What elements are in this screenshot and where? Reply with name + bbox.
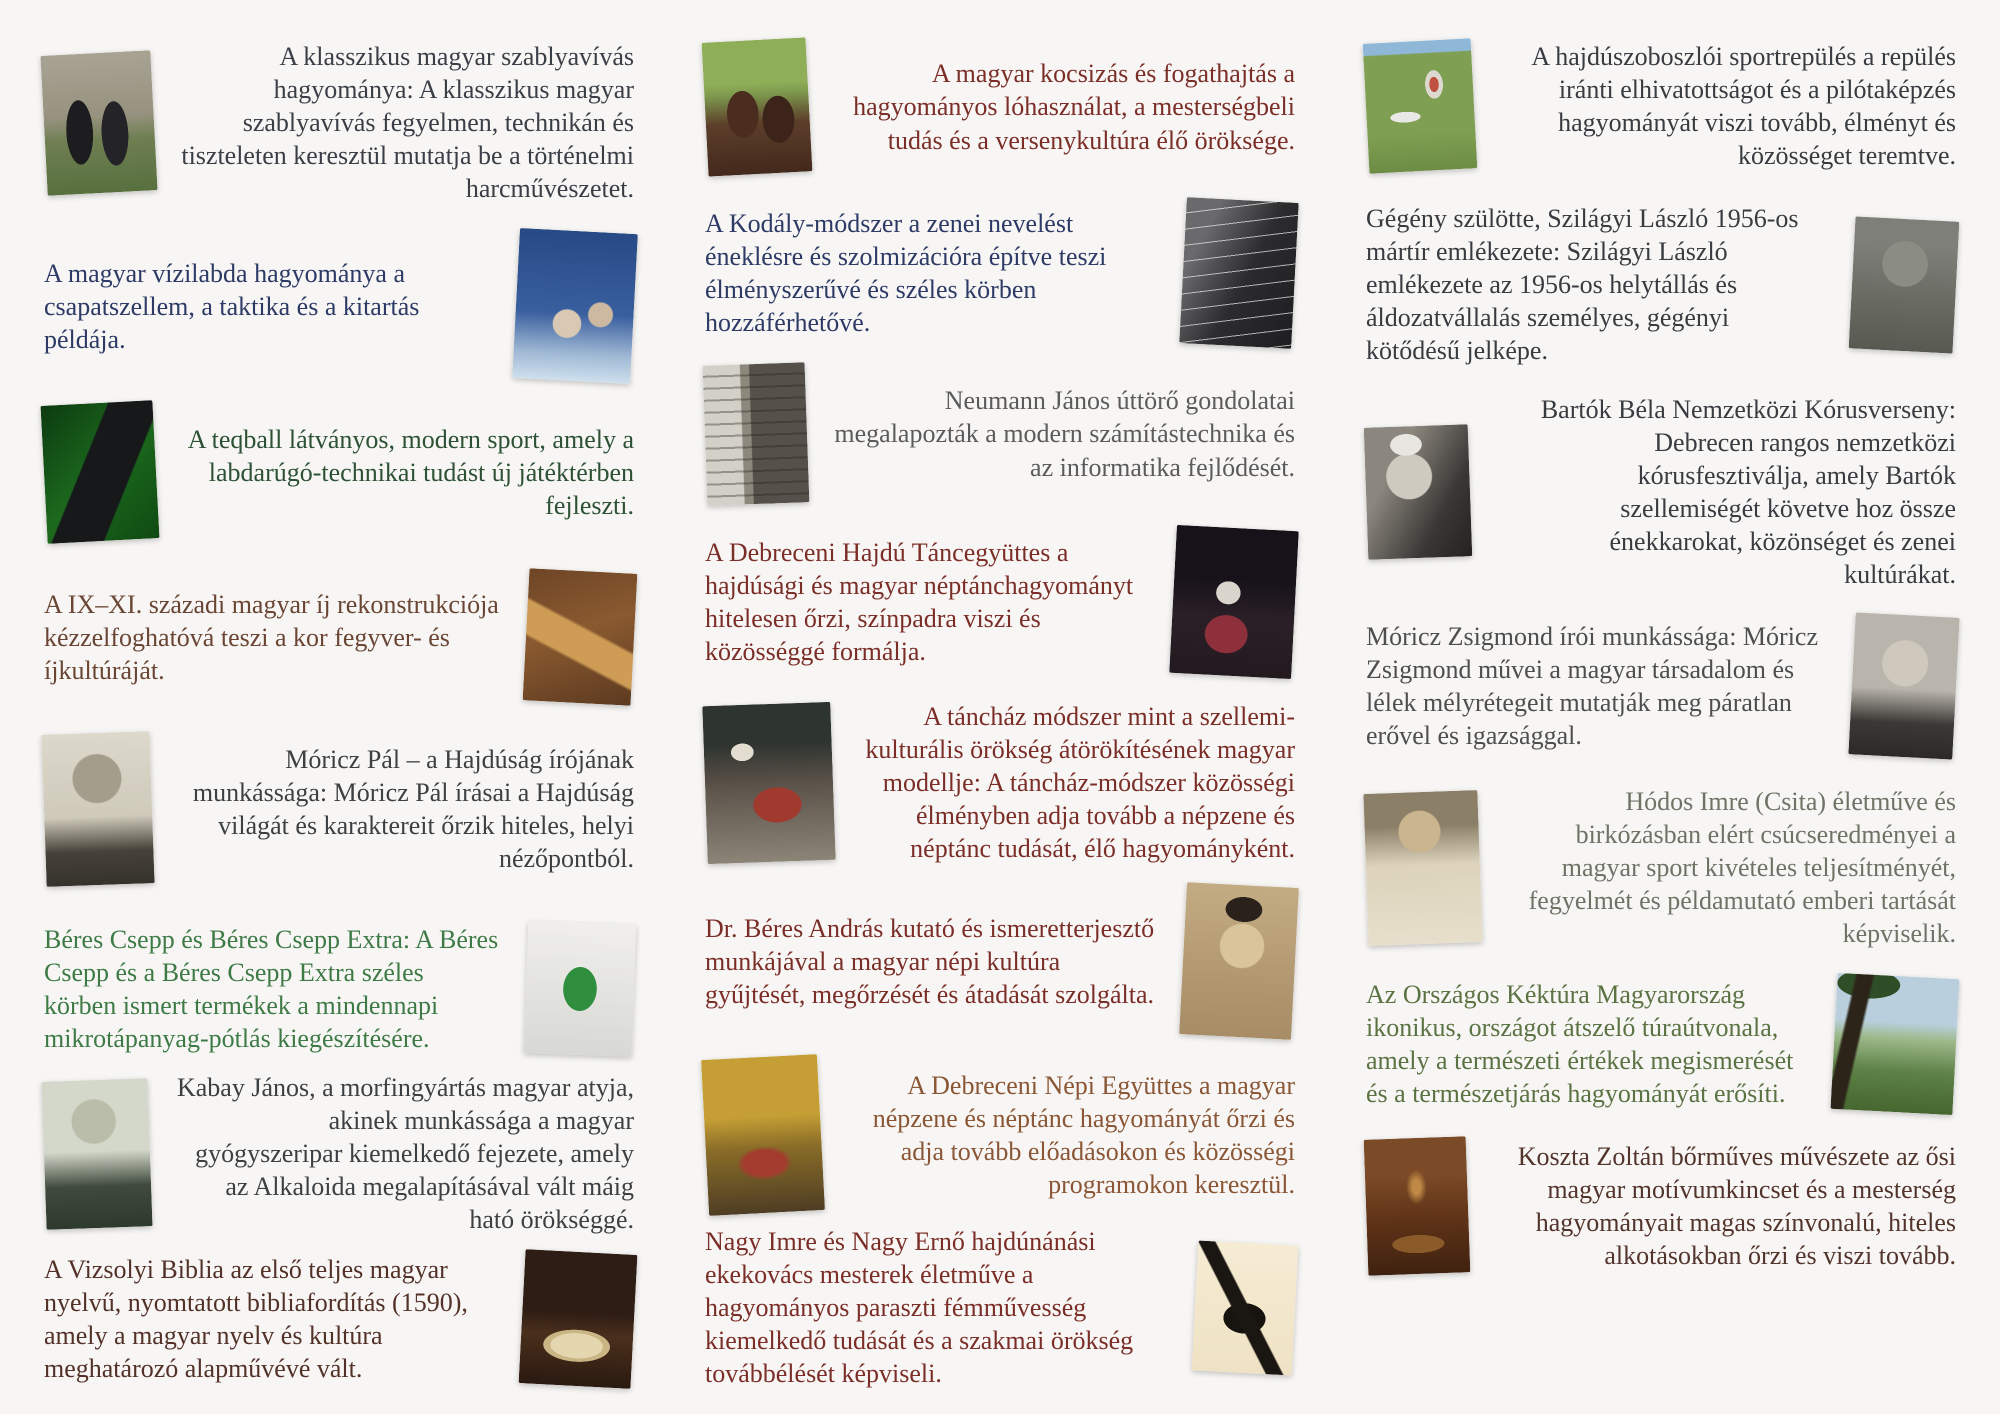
tanchaz-dancers-photo [702, 701, 835, 863]
vizsoly-bible-photo [519, 1249, 638, 1389]
carriage-horses-photo [702, 37, 813, 176]
entry-plough-smiths [705, 1225, 1295, 1390]
hajdu-dance-ensemble-photo [1169, 525, 1299, 679]
entry-beres-csepp [44, 923, 634, 1055]
entry-hodos-imre [1366, 785, 1956, 950]
entry-text: Gégény szülötte, Szilágyi László 1956-os mártír emlékezete: Szilágyi László emlékezete az 1956-os helytállás és áldozatvállalás személyes, gégényi kötődésű jelképe. [1366, 204, 1799, 366]
entry-text: A hajdúszoboszlói sportrepülés a repülés iránti elhivatottságot és a pilótaképzés hagyományát viszi tovább, élményt és közösséget teremtve. [1531, 42, 1956, 171]
entry-text: Bartók Béla Nemzetközi Kórusverseny: Debrecen rangos nemzetközi kórusfesztiválja, amely Bartók szellemiségét követve hoz össze énekkarokat, közönséget és zenei kultúrákat. [1540, 395, 1956, 590]
entry-moricz-pal [44, 733, 634, 885]
entry-text: A Debreceni Népi Együttes a magyar népzene és néptánc hagyományát őrzi és adja tovább előadásokon és közösségi programokon keresztül. [872, 1071, 1295, 1200]
teqball-photo [40, 400, 159, 544]
entry-hajdu-dance-ensemble [705, 528, 1295, 676]
entry-sport-flying [1366, 40, 1956, 172]
entry-text: Kabay János, a morfingyártás magyar atyja, akinek munkássága a magyar gyógyszeripar kiemelkedő fejezete, amely az Alkaloida megalapításával vált máig ható örökséggé. [176, 1073, 634, 1235]
entry-text: A IX–XI. századi magyar íj rekonstrukciója kézzelfoghatóvá teszi a kor fegyver- és íjkultúráját. [44, 589, 499, 685]
entry-carriage-driving [705, 40, 1295, 174]
leather-craft-photo [1364, 1137, 1471, 1276]
entry-vizsoly-bible [44, 1252, 634, 1386]
beres-csepp-bottles-photo [524, 921, 637, 1057]
column-2 [705, 40, 1295, 1389]
entry-orszagos-kektura [1366, 976, 1956, 1112]
moricz-zsigmond-portrait-photo [1848, 613, 1959, 760]
entry-moricz-zsigmond [1366, 615, 1956, 757]
entry-bartok-chorus-competition [1366, 393, 1956, 591]
entry-text: Móricz Zsigmond írói munkássága: Móricz Zsigmond művei a magyar társadalom és lélek mélyrétegeit mutatják meg páratlan erővel és igazsággal. [1366, 622, 1819, 751]
entry-text: Koszta Zoltán bőrműves művészete az ősi magyar motívumkincset és a mesterség hagyományait magas színvonalú, hiteles alkotásokban őrzi és viszi tovább. [1517, 1142, 1956, 1271]
entry-koszta-zoltan [1366, 1138, 1956, 1274]
entry-text: Móricz Pál – a Hajdúság írójának munkássága: Móricz Pál írásai a Hajdúság világát és karaktereit őrzik hiteles, helyi nézőpontból. [192, 745, 634, 874]
entry-text: Az Országos Kéktúra Magyarország ikonikus, országot átszelő túraútvonala, amely a természeti értékek megismerését és a természetjárás hagyományát erősíti. [1366, 980, 1794, 1109]
entry-text: A klasszikus magyar szablyavívás hagyománya: A klasszikus magyar szablyavívás fegyelmen, technikán és tiszteleten keresztül mutatja be a történelmi harcművészetet. [181, 42, 634, 204]
entry-text: Hódos Imre (Csita) életműve és birkózásban elért csúcseredményei a magyar sport kivételes teljesítményét, fegyelmét és példamutató emberi tartását képviselik. [1528, 787, 1956, 949]
bartok-bela-portrait-photo [1364, 424, 1473, 560]
entry-kabay-janos [44, 1071, 634, 1236]
entry-szilagyi-laszlo [1366, 202, 1956, 367]
entry-text: Nagy Imre és Nagy Ernő hajdúnánási ekekovács mesterek életműve a hagyományos paraszti fémművesség kiemelkedő tudását és a szakmai örökség továbbélését képviseli. [705, 1227, 1134, 1389]
entry-sabre-fencing [44, 40, 634, 205]
plough-smith-photo [1192, 1240, 1299, 1375]
entry-text: A magyar vízilabda hagyománya a csapatszellem, a taktika és a kitartás példája. [44, 258, 420, 354]
column-1 [44, 40, 634, 1384]
entry-teqball [44, 403, 634, 541]
entry-hungarian-bow [44, 571, 634, 703]
szilagyi-laszlo-relief-photo [1849, 216, 1960, 353]
entry-text: A teqball látványos, modern sport, amely a labdarúgó-technikai tudást új játéktérben fejleszti. [187, 424, 634, 520]
beres-andras-portrait-photo [1179, 882, 1299, 1040]
entry-text: A magyar kocsizás és fogathajtás a hagyományos lóhasználat, a mesterségbeli tudás és a versenykultúra élő öröksége. [853, 59, 1295, 155]
entry-text: Neumann János úttörő gondolatai megalapozták a modern számítástechnika és az informatika fejlődését. [834, 386, 1295, 482]
hungarian-bow-photo [523, 568, 638, 705]
kodaly-method-photo [1179, 197, 1298, 349]
sabre-fencers-photo [40, 50, 157, 196]
moricz-pal-portrait-photo [41, 731, 154, 887]
entry-text: Dr. Béres András kutató és ismeretterjesztő munkájával a magyar népi kultúra gyűjtését, megőrzését és átadását szolgálta. [705, 913, 1155, 1009]
debrecen-folk-ensemble-photo [701, 1054, 825, 1216]
entry-kodaly-method [705, 200, 1295, 346]
entry-debrecen-folk-ensemble [705, 1057, 1295, 1213]
airfield-aerial-photo [1363, 38, 1478, 173]
entry-text: A táncház módszer mint a szellemi-kulturális örökség átörökítésének magyar modellje: A táncház-módszer közösségi élményben adja tovább a népzene és néptánc tudását, élő hagyományként. [865, 702, 1295, 864]
blue-trail-landscape-photo [1831, 973, 1960, 1115]
neumann-computer-photo [703, 362, 810, 505]
kabay-janos-portrait-photo [41, 1078, 152, 1230]
entry-text: A Debreceni Hajdú Táncegyüttes a hajdúsági és magyar néptánchagyományt hitelesen őrzi, színpadra viszi és közösséggé formálja. [705, 537, 1134, 667]
entry-beres-andras [705, 885, 1295, 1037]
entry-text: A Kodály-módszer a zenei nevelést éneklésre és szolmizációra építve teszi élményszerűvé és széles körben hozzáférhetővé. [705, 208, 1107, 338]
hodos-imre-portrait-photo [1363, 790, 1482, 946]
entry-neumann-janos [705, 364, 1295, 504]
entry-tanchaz-method [705, 700, 1295, 865]
entry-water-polo [44, 231, 634, 381]
water-polo-photo [512, 228, 638, 384]
entry-text: Béres Csepp és Béres Csepp Extra: A Béres Csepp és a Béres Csepp Extra széles körben ismert termékek a mindennapi mikrotápanyag-pótlás kiegészítésére. [44, 925, 499, 1054]
entry-text: A Vizsolyi Biblia az első teljes magyar nyelvű, nyomtatott bibliafordítás (1590), amely a magyar nyelv és kultúra meghatározó alapművévé vált. [44, 1255, 468, 1384]
column-3 [1366, 40, 1956, 1374]
